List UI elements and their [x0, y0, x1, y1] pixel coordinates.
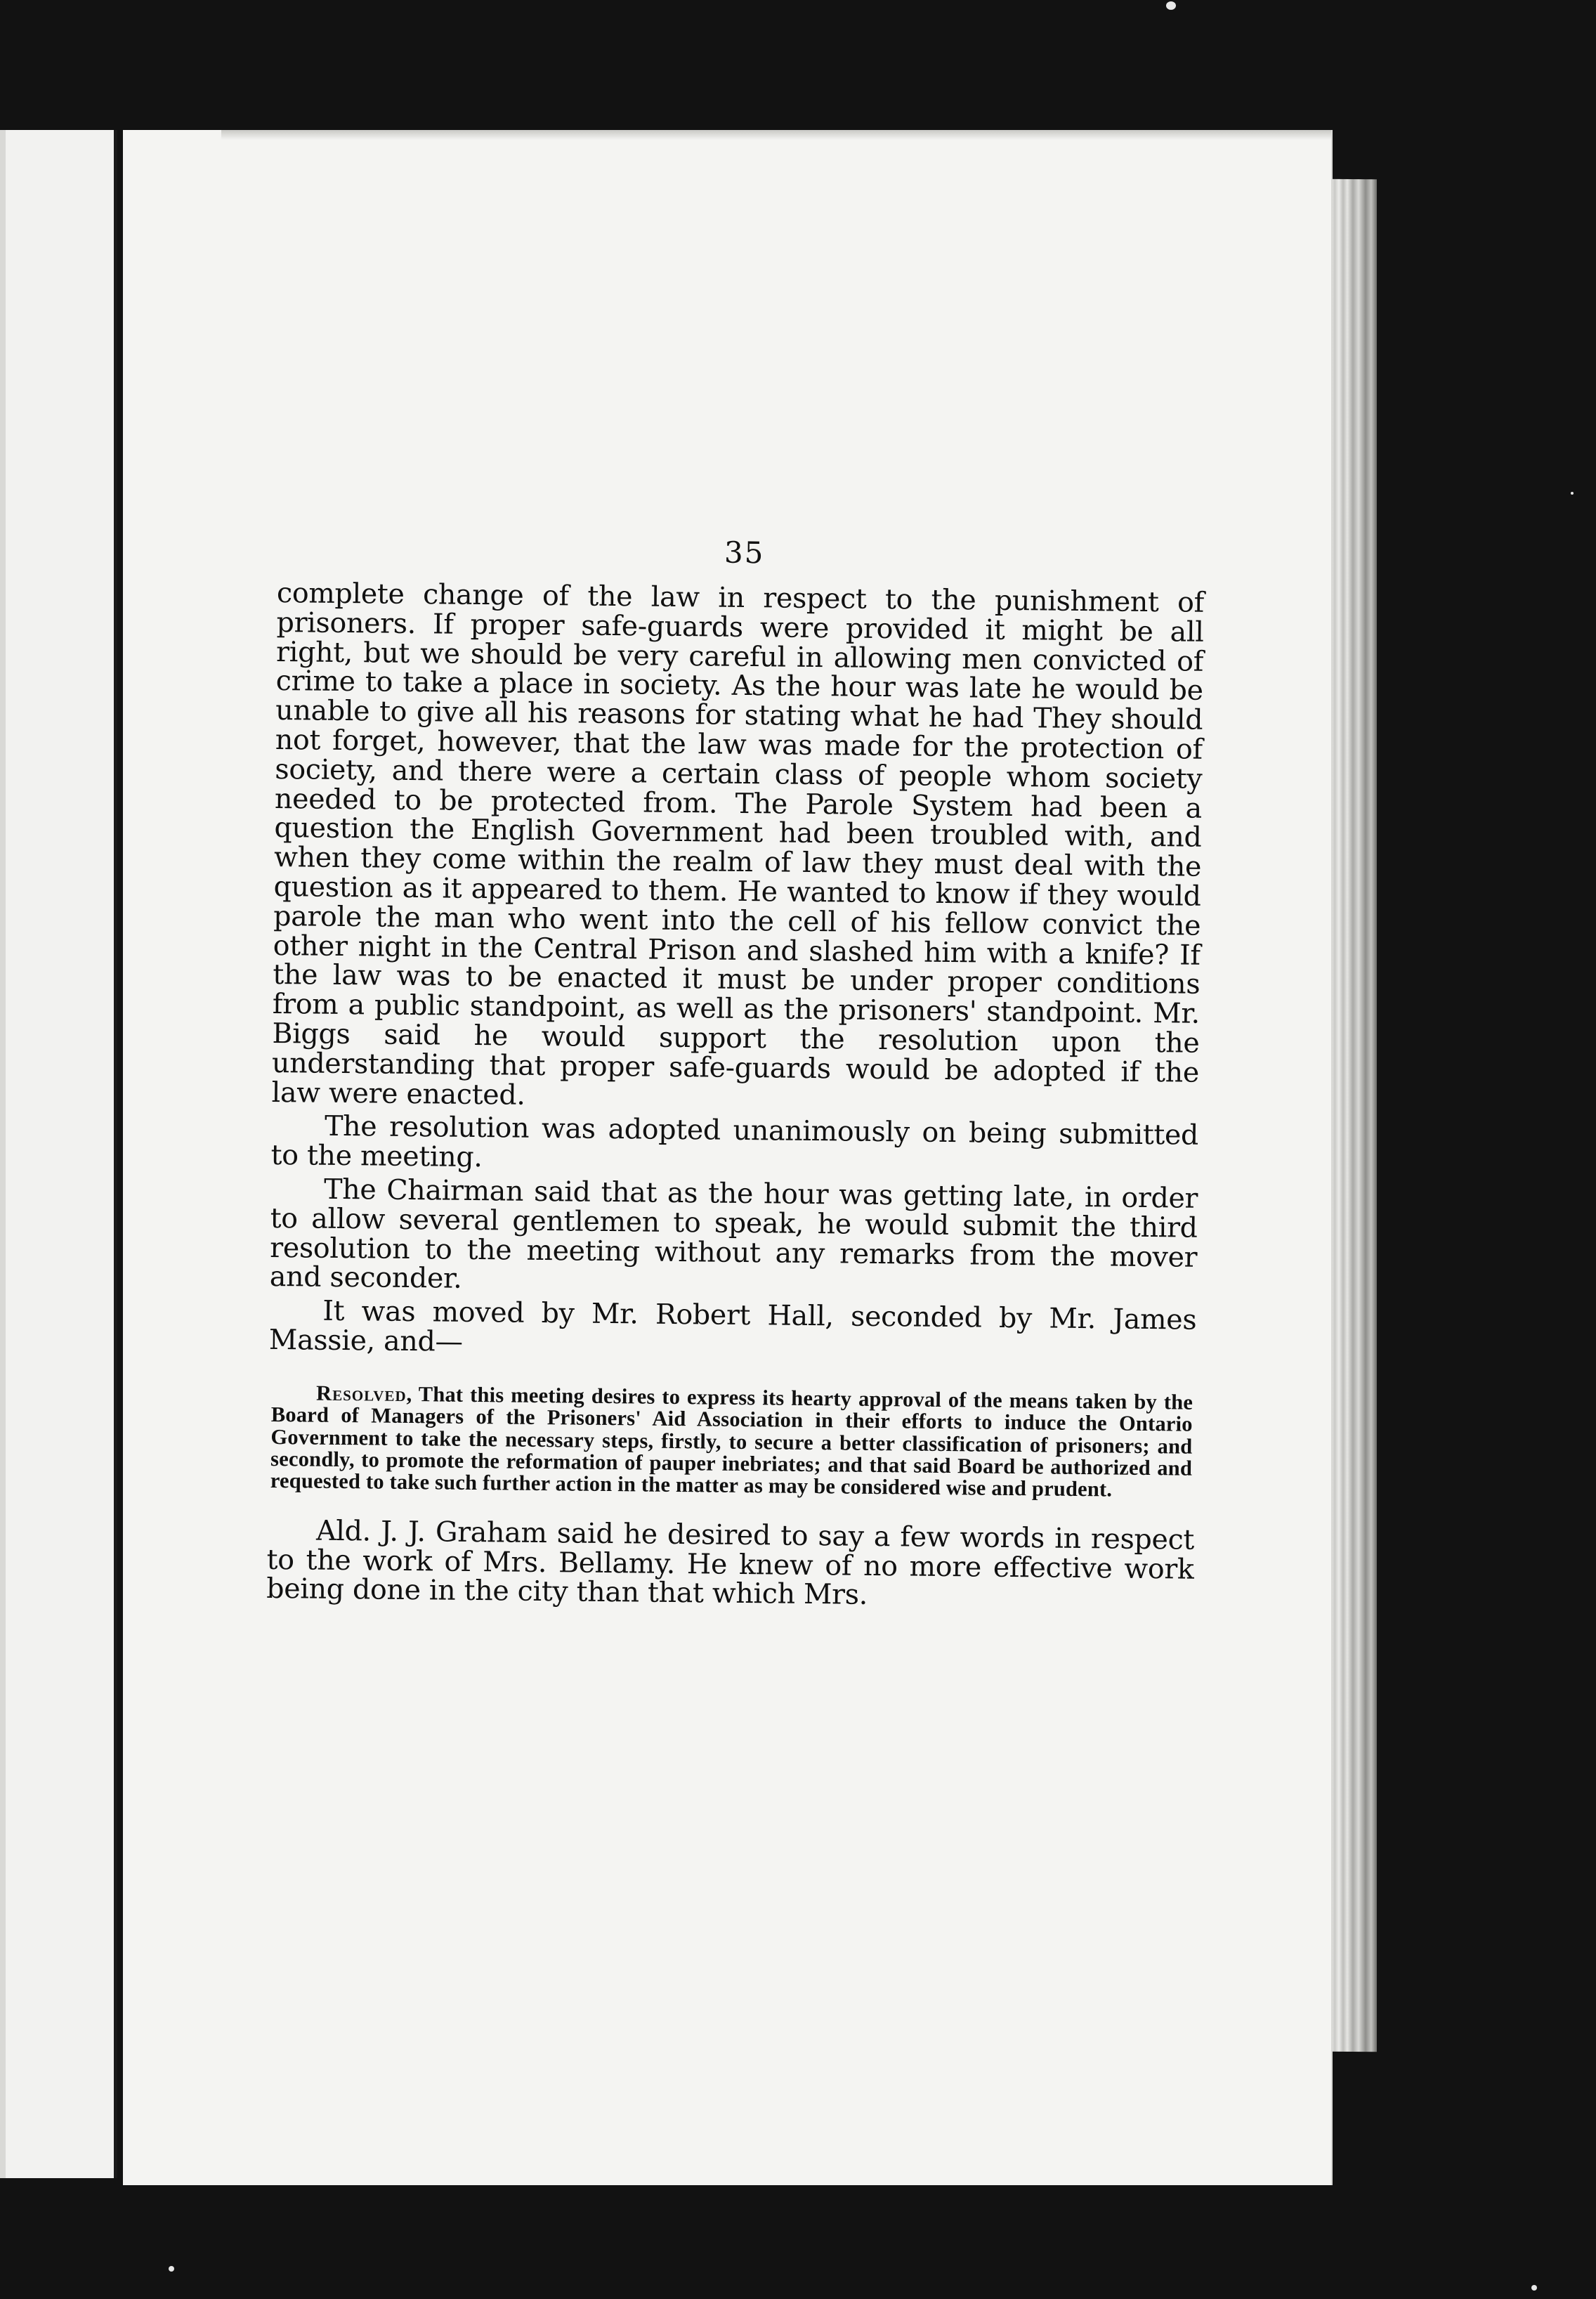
book-page [123, 130, 1331, 2185]
resolution-text [270, 1382, 1193, 1502]
left-page-edge [0, 130, 6, 2178]
background-speck [169, 2266, 174, 2272]
paragraph-motion: It was moved by Mr. Robert Hall, seconded by Mr. James Massie, and— [268, 1294, 1197, 1358]
resolution-body: , That this meeting desires to express its hearty approval of the means taken by the Board of Managers of the Prisoners' Aid Association in their efforts to induce the Ontario Government to take the necessary steps, firstly, to secure a better classification of prisoners; and secondly, to promote the reformation of pauper inebriates; and that said Board be authorized and requested to take such further action in the matter as may be considered wise and prudent. [270, 1381, 1193, 1502]
page-number: 35 [724, 535, 765, 571]
resolved-label: Resolved [315, 1381, 407, 1406]
background-speck [1571, 492, 1574, 495]
paragraph-graham-remarks: Ald. J. J. Graham said he desired to say a few words in respect to the work of Mrs. Bellamy. He knew of no more effective work being done in the city than that which Mrs. [266, 1514, 1195, 1612]
background-speck [1531, 2285, 1537, 2291]
paragraph-resolution-adopted: The resolution was adopted unanimously on being submitted to the meeting. [270, 1110, 1199, 1174]
paragraph-chairman-remarks: The Chairman said that as the hour was getting late, in order to allow several gentlemen to speak, he would submit the third resolution to the meeting without any remarks from the mover and seconder. [269, 1173, 1198, 1296]
paragraph-biggs-remarks: complete change of the law in respect to the punishment of prisoners. If proper safe-guards were provided it might be all right, but we should be very careful in allowing men convicted of crime to take a place in society. As the hour was late he would be unable to give all his reasons for stating what he had They should not forget, however, that the law was made for the protection of society, and there were a certain class of people whom society needed to be protected from. The Parole System had been a question the English Government had been troubled with, and when they come within the realm of law they must deal with the question as it appeared to them. He wanted to know if they would parole the man who went into the cell of his fellow convict the other night in the Central Prison and slashed him with a knife? If the law was to be enacted it must be under proper conditions from a public standpoint, as well as the prisoners' standpoint. Mr. Biggs said he would support the resolution upon the understanding that proper safe-guards would be adopted if the law were enacted. [271, 576, 1205, 1112]
page-top-shadow [221, 130, 1331, 140]
background-speck [1166, 1, 1176, 10]
left-facing-page [0, 130, 117, 2178]
page-text-block [266, 530, 1205, 1614]
